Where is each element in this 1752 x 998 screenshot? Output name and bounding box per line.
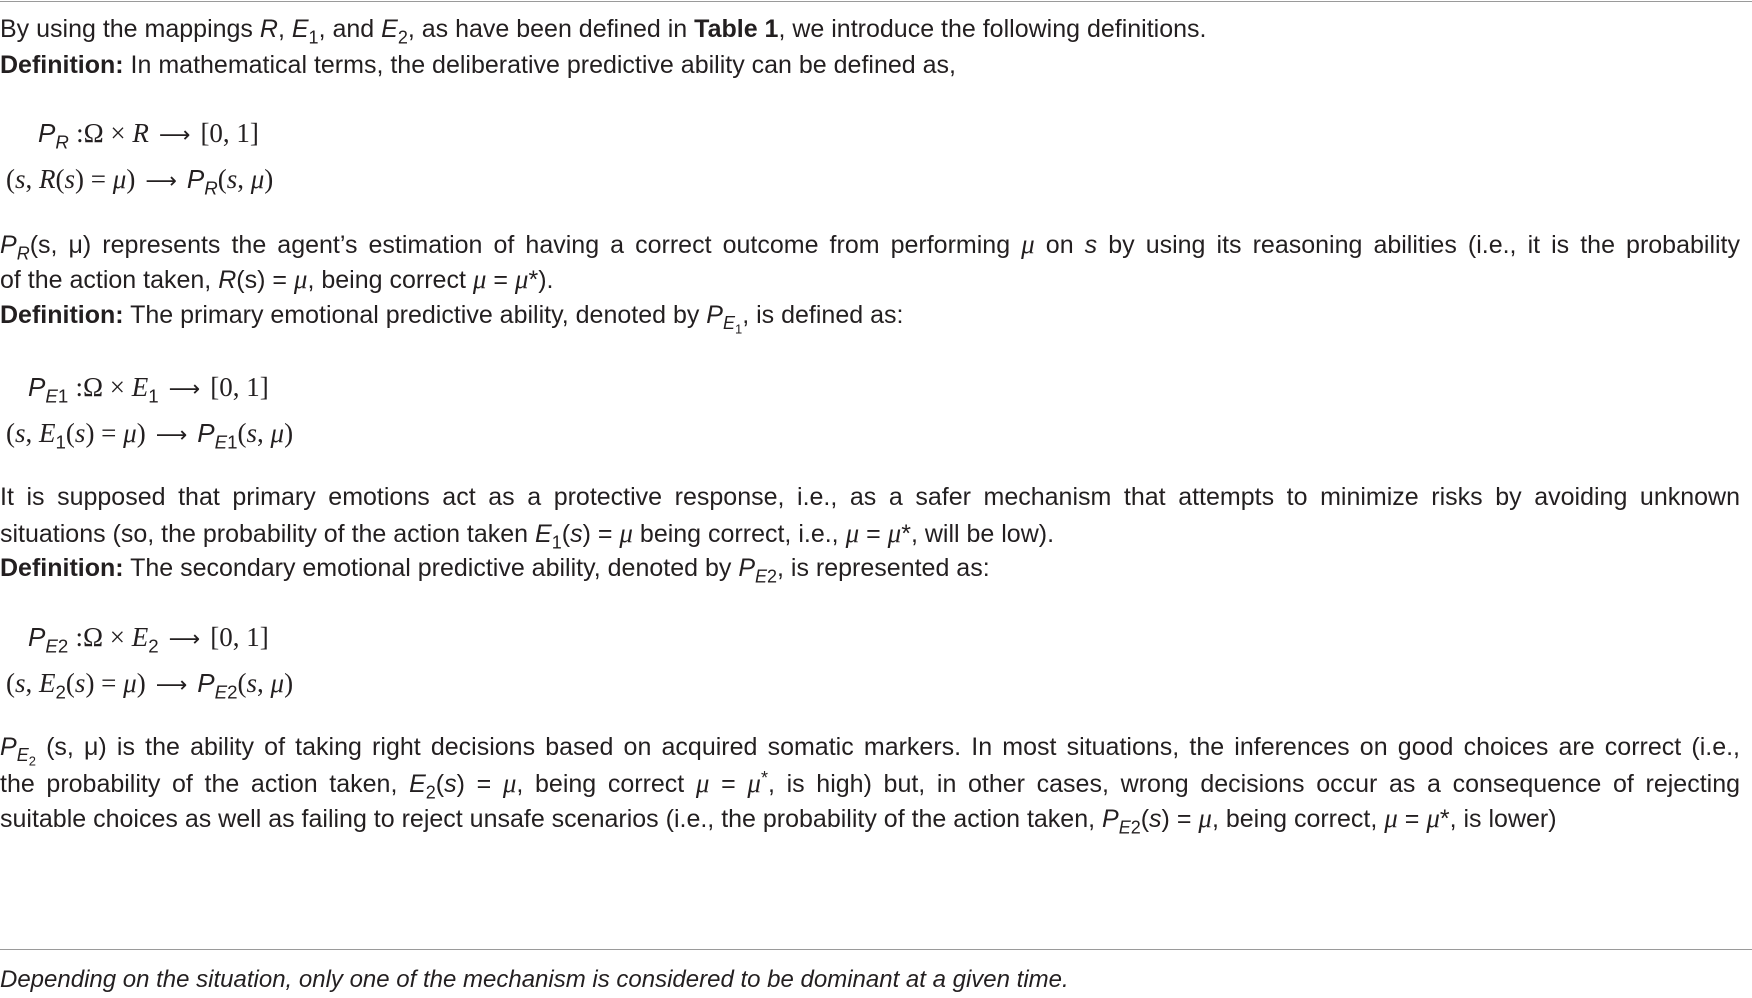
- definition-label: Definition:: [0, 554, 124, 582]
- text-run: , will be low).: [910, 520, 1055, 548]
- equation-2-line-2: (s, $E_1(s) = \mu$) ⟶ $P_{E1}(s$, μ): [6, 418, 294, 453]
- equation-3-line-1: $P_{E2}$ :Ω × $E_2$ ⟶ [0, 1]: [28, 622, 269, 657]
- equation-3-line-2: (s, $E_2(s) = \mu$) ⟶ $P_{E2}(s$, μ): [6, 668, 294, 703]
- table-reference[interactable]: Table 1: [694, 15, 779, 43]
- explanation-1-line-1: $P_R(s$, μ) represents the agent’s estimation of having a correct outcome from performing μ on s by using its reasoning abilities (i.e., it is the probability: [0, 229, 1741, 264]
- definition-2: Definition: The primary emotional predictive ability, denoted by $P_{E_1}$, is defined as:: [0, 301, 904, 337]
- text-run: (s, μ) is the ability of taking right decisions based on acquired somatic markers. In most situations, the inferences on good choices are correct (i.e.,: [35, 733, 1740, 761]
- intro-line: By using the mappings R, $E_1$, and $E_2$, as have been defined in Table 1, we introduce the following definitions.: [0, 15, 1207, 48]
- text-run: suitable choices as well as failing to reject unsafe scenarios (i.e., the probability of the action taken,: [0, 805, 1102, 833]
- intro-text: By using the mappings: [0, 15, 260, 43]
- equation-1-line-2: (s, R(s) = μ) ⟶ $P_R(s$, μ): [6, 164, 274, 199]
- equation-2-line-1: $P_{E1}$ :Ω × $E_1$ ⟶ [0, 1]: [28, 372, 269, 407]
- definition-text: , is defined as:: [742, 301, 904, 329]
- text-run: ).: [538, 266, 554, 294]
- equation-1-line-1: $P_R$ :Ω × R ⟶ [0, 1]: [38, 118, 259, 153]
- definition-1: [0, 50, 1740, 80]
- text-run: , being correct: [307, 266, 473, 294]
- definition-text: In mathematical terms, the deliberative predictive ability can be defined as,: [123, 51, 956, 79]
- text-run: of the action taken,: [0, 266, 219, 294]
- explanation-3-line-1: $P_{E_2}$ (s, μ) is the ability of taking right decisions based on acquired somatic markers. In most situations, the inferences on good choices are correct (i.e.,: [0, 733, 1740, 769]
- text-run: on: [1034, 231, 1085, 259]
- definition-text: The primary emotional predictive ability, denoted by: [123, 301, 707, 329]
- definition-label: Definition:: [0, 301, 124, 329]
- definition-text: The secondary emotional predictive ability, denoted by: [123, 554, 739, 582]
- text-run: situations (so, the probability of the action taken: [0, 520, 536, 548]
- explanation-2-line-1: It is supposed that primary emotions act as a protective response, i.e., as a safer mechanism that attempts to minimize risks by avoiding unknown: [0, 483, 1740, 511]
- top-rule: [0, 1, 1752, 2]
- explanation-2-line-2: situations (so, the probability of the action taken $E_1(s) = \mu$ being correct, i.e., μ = μ*, will be low).: [0, 518, 1055, 553]
- table-footnote: Depending on the situation, only one of the mechanism is considered to be dominant at a given time.: [0, 966, 1069, 993]
- intro-text: , as have been defined in: [407, 15, 695, 43]
- explanation-1-line-2: of the action taken, R(s) = μ, being correct μ = μ*).: [0, 264, 554, 294]
- text-run: being correct, i.e.,: [632, 520, 846, 548]
- intro-text: , and: [318, 15, 382, 43]
- explanation-3-line-2: the probability of the action taken, $E_2(s) = \mu$, being correct μ = μ*, is high) but, in other cases, wrong decisions occur as a consequence of rejecting: [0, 767, 1740, 803]
- intro-text: , we introduce the following definitions.: [778, 15, 1207, 43]
- explanation-3-line-3: suitable choices as well as failing to reject unsafe scenarios (i.e., the probability of the action taken, $P_{E2}(s) = \mu$, being correct, μ = μ*, is lower): [0, 803, 1557, 838]
- definition-3: Definition: The secondary emotional predictive ability, denoted by $P_{E2}$, is represented as:: [0, 554, 990, 587]
- text-run: (s) =: [236, 266, 294, 294]
- bottom-rule: [0, 949, 1752, 950]
- definition-label: Definition:: [0, 51, 124, 79]
- text-run: (s, μ) represents the agent’s estimation of having a correct outcome from performing: [29, 231, 1022, 259]
- text-run: by using its reasoning abilities (i.e., it is the probability: [1097, 231, 1741, 259]
- text-run: , being correct: [516, 770, 696, 798]
- text-run: the probability of the action taken,: [0, 770, 410, 798]
- text-run: , is high) but, in other cases, wrong decisions occur as a consequence of rejecting: [767, 770, 1740, 798]
- text-run: , being correct,: [1211, 805, 1385, 833]
- definition-text: , is represented as:: [777, 554, 990, 582]
- text-run: , is lower): [1449, 805, 1557, 833]
